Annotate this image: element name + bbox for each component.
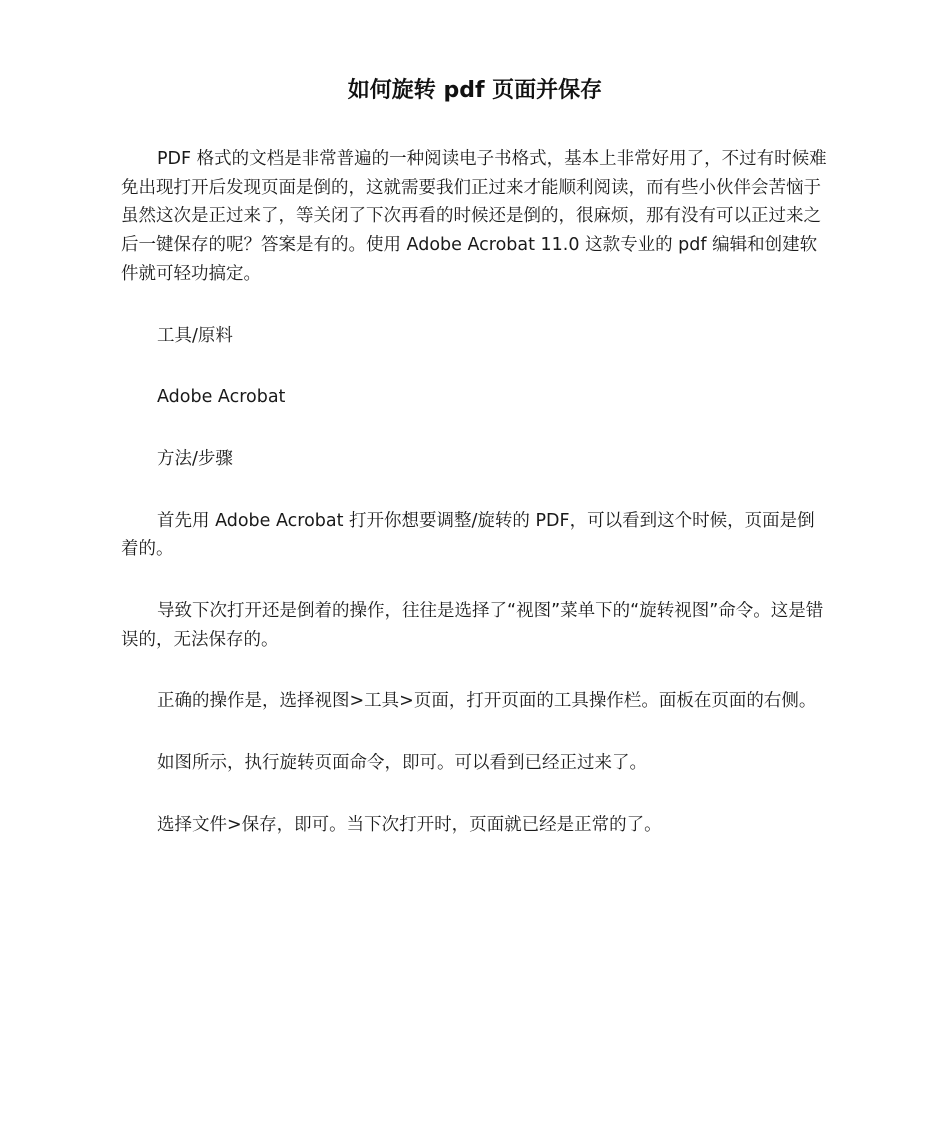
step-paragraph-2: 导致下次打开还是倒着的操作，往往是选择了“视图”菜单下的“旋转视图”命令。这是错误的，无法保存的。 <box>121 601 824 650</box>
tools-item: Adobe Acrobat <box>157 387 286 408</box>
document-body <box>121 145 831 873</box>
step-paragraph-3: 正确的操作是，选择视图>工具>页面，打开页面的工具操作栏。面板在页面的右侧。 <box>157 691 817 712</box>
step-paragraph-1: 首先用 Adobe Acrobat 打开你想要调整/旋转的 PDF，可以看到这个时候，页面是倒着的。 <box>121 510 815 560</box>
tools-heading: 工具/原料 <box>157 325 233 346</box>
intro-paragraph: PDF 格式的文档是非常普遍的一种阅读电子书格式，基本上非常好用了，不过有时候难免出现打开后发现页面是倒的，这就需要我们正过来才能顺利阅读，而有些小伙伴会苦恼于虽然这次是正过来了，等关闭了下次再看的时候还是倒的，很麻烦，那有没有可以正过来之后一键保存的呢？答案是有的。使用 Adobe Acrobat 11.0 这款专业的 pdf 编辑和创建软件就可轻功搞定。 <box>121 149 827 284</box>
step-paragraph-4: 如图所示，执行旋转页面命令，即可。可以看到已经正过来了。 <box>157 753 647 774</box>
steps-heading: 方法/步骤 <box>157 448 233 469</box>
step-paragraph-5: 选择文件>保存，即可。当下次打开时，页面就已经是正常的了。 <box>157 814 662 835</box>
document-title: 如何旋转 pdf 页面并保存 <box>347 78 603 103</box>
